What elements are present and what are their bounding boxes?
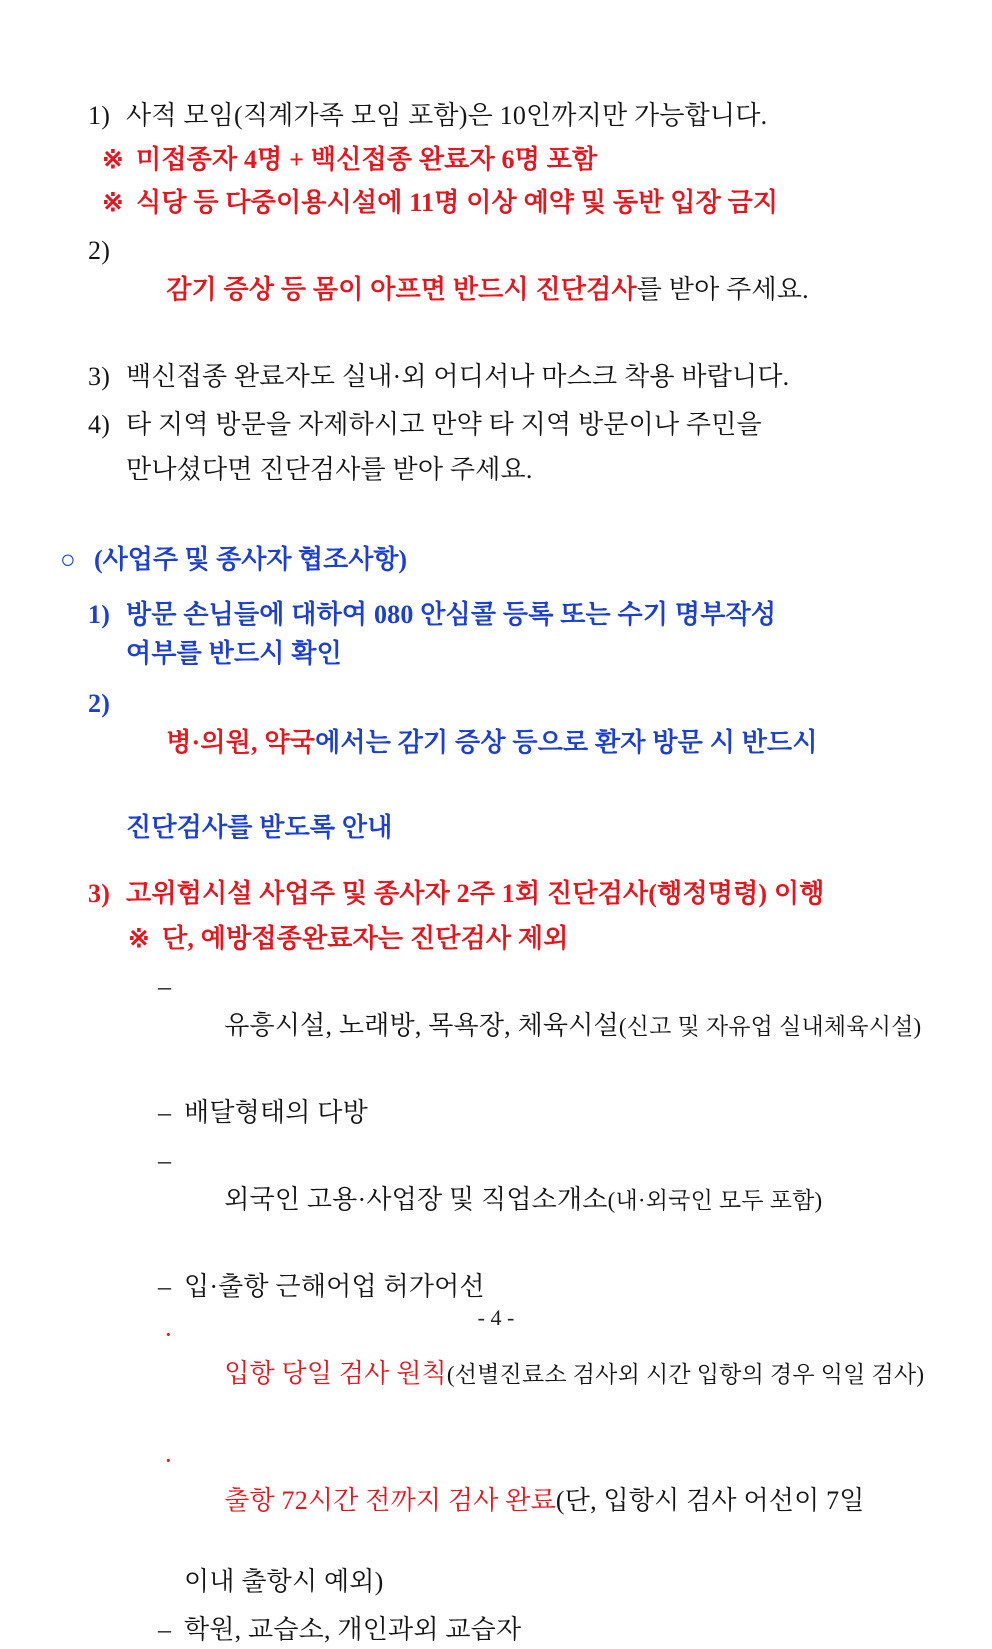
dash-marker: – bbox=[158, 1141, 184, 1181]
dash-text: 학원, 교습소, 개인과외 교습자 bbox=[184, 1610, 932, 1649]
dash-marker: – bbox=[158, 1610, 184, 1649]
list-item-continuation bbox=[88, 450, 932, 490]
list-item bbox=[88, 595, 932, 635]
list-item bbox=[88, 231, 932, 350]
dash-text bbox=[184, 1141, 932, 1260]
list-item-continuation bbox=[88, 808, 932, 848]
list-text: 타 지역 방문을 자제하시고 만약 타 지역 방문이나 주민을 bbox=[126, 405, 932, 445]
list-marker: 1) bbox=[88, 96, 126, 136]
list-text: 사적 모임(직계가족 모임 포함)은 10인까지만 가능합니다. bbox=[126, 96, 932, 136]
dot-text-paren: (단, 입항시 검사 어선이 7일 bbox=[556, 1486, 865, 1515]
dot-text-main: 입항 당일 검사 원칙 bbox=[224, 1359, 447, 1388]
sub-note bbox=[102, 140, 932, 180]
dot-text-main: 출항 72시간 전까지 검사 완료 bbox=[224, 1486, 556, 1515]
dash-text-main: 유흥시설, 노래방, 목욕장, 체육시설 bbox=[224, 1011, 619, 1040]
list-item bbox=[88, 96, 932, 136]
section-heading bbox=[60, 540, 932, 579]
dot-item bbox=[164, 1315, 932, 1434]
sub-note bbox=[102, 183, 932, 223]
sub-note-text: 단, 예방접종완료자는 진단검사 제외 bbox=[162, 919, 932, 959]
list-text bbox=[126, 231, 932, 350]
list-marker: 1) bbox=[88, 595, 126, 635]
sub-note-text: 식당 등 다중이용시설에 11명 이상 예약 및 동반 입장 금지 bbox=[136, 183, 932, 223]
list-text bbox=[126, 684, 932, 803]
list-text-emphasis: 감기 증상 등 몸이 아프면 반드시 진단검사 bbox=[166, 275, 637, 304]
list-marker: 3) bbox=[88, 874, 126, 914]
list-text-emphasis: 병·의원, 약국 bbox=[166, 728, 315, 757]
list-text: 방문 손님들에 대하여 080 안심콜 등록 또는 수기 명부작성 bbox=[126, 595, 932, 635]
list-text: 고위험시설 사업주 및 종사자 2주 1회 진단검사(행정명령) 이행 bbox=[126, 874, 932, 914]
dash-item bbox=[158, 1610, 932, 1649]
list-item bbox=[88, 684, 932, 803]
list-text-rest: 를 받아 주세요. bbox=[637, 275, 809, 304]
list-text-mid: 에서는 bbox=[315, 728, 398, 757]
dash-marker: – bbox=[158, 967, 184, 1007]
page-number: - 4 - bbox=[0, 1305, 992, 1331]
dash-text bbox=[184, 967, 932, 1086]
sub-note-text: 미접종자 4명 + 백신접종 완료자 6명 포함 bbox=[136, 140, 932, 180]
list-text-continuation: 진단검사를 받도록 안내 bbox=[126, 808, 932, 848]
dash-text-main: 외국인 고용·사업장 및 직업소개소 bbox=[224, 1185, 607, 1214]
list-item bbox=[88, 357, 932, 397]
dash-text-paren: (내·외국인 모두 포함) bbox=[608, 1188, 823, 1213]
dot-text bbox=[184, 1315, 932, 1434]
list-marker: 4) bbox=[88, 405, 126, 445]
reference-mark-icon: ※ bbox=[102, 183, 136, 223]
dot-item bbox=[164, 1441, 932, 1560]
dot-text-paren: (선별진료소 검사외 시간 입항의 경우 익일 검사) bbox=[447, 1362, 924, 1387]
list-text-continuation: 여부를 반드시 확인 bbox=[126, 634, 932, 674]
dot-text bbox=[184, 1441, 932, 1560]
dash-item bbox=[158, 967, 932, 1086]
dash-item bbox=[158, 1093, 932, 1133]
dash-item bbox=[158, 1267, 932, 1307]
list-marker: 2) bbox=[88, 684, 126, 724]
list-text-rest: 감기 증상 등으로 환자 방문 시 반드시 bbox=[398, 728, 818, 757]
list-marker: 2) bbox=[88, 231, 126, 271]
section-heading-text: (사업주 및 종사자 협조사항) bbox=[94, 540, 407, 579]
list-text: 백신접종 완료자도 실내·외 어디서나 마스크 착용 바랍니다. bbox=[126, 357, 932, 397]
dash-marker: – bbox=[158, 1093, 184, 1133]
list-marker: 3) bbox=[88, 357, 126, 397]
dot-marker: · bbox=[164, 1441, 184, 1481]
sub-note bbox=[128, 919, 932, 959]
list-item bbox=[88, 405, 932, 445]
dash-text: 배달형태의 다방 bbox=[184, 1093, 932, 1133]
dash-text: 입·출항 근해어업 허가어선 bbox=[184, 1267, 932, 1307]
circle-bullet-icon: ○ bbox=[60, 540, 94, 579]
dash-item bbox=[158, 1141, 932, 1260]
list-text-continuation: 만나셨다면 진단검사를 받아 주세요. bbox=[126, 450, 932, 490]
dash-text-paren: (신고 및 자유업 실내체육시설) bbox=[619, 1014, 922, 1039]
dot-text-continuation: 이내 출항시 예외) bbox=[184, 1562, 932, 1602]
dash-marker: – bbox=[158, 1267, 184, 1307]
dot-marker: · bbox=[164, 1315, 184, 1355]
dot-item-continuation bbox=[164, 1562, 932, 1602]
list-item-continuation bbox=[88, 634, 932, 674]
reference-mark-icon: ※ bbox=[128, 919, 162, 959]
list-item bbox=[88, 874, 932, 914]
reference-mark-icon: ※ bbox=[102, 140, 136, 180]
